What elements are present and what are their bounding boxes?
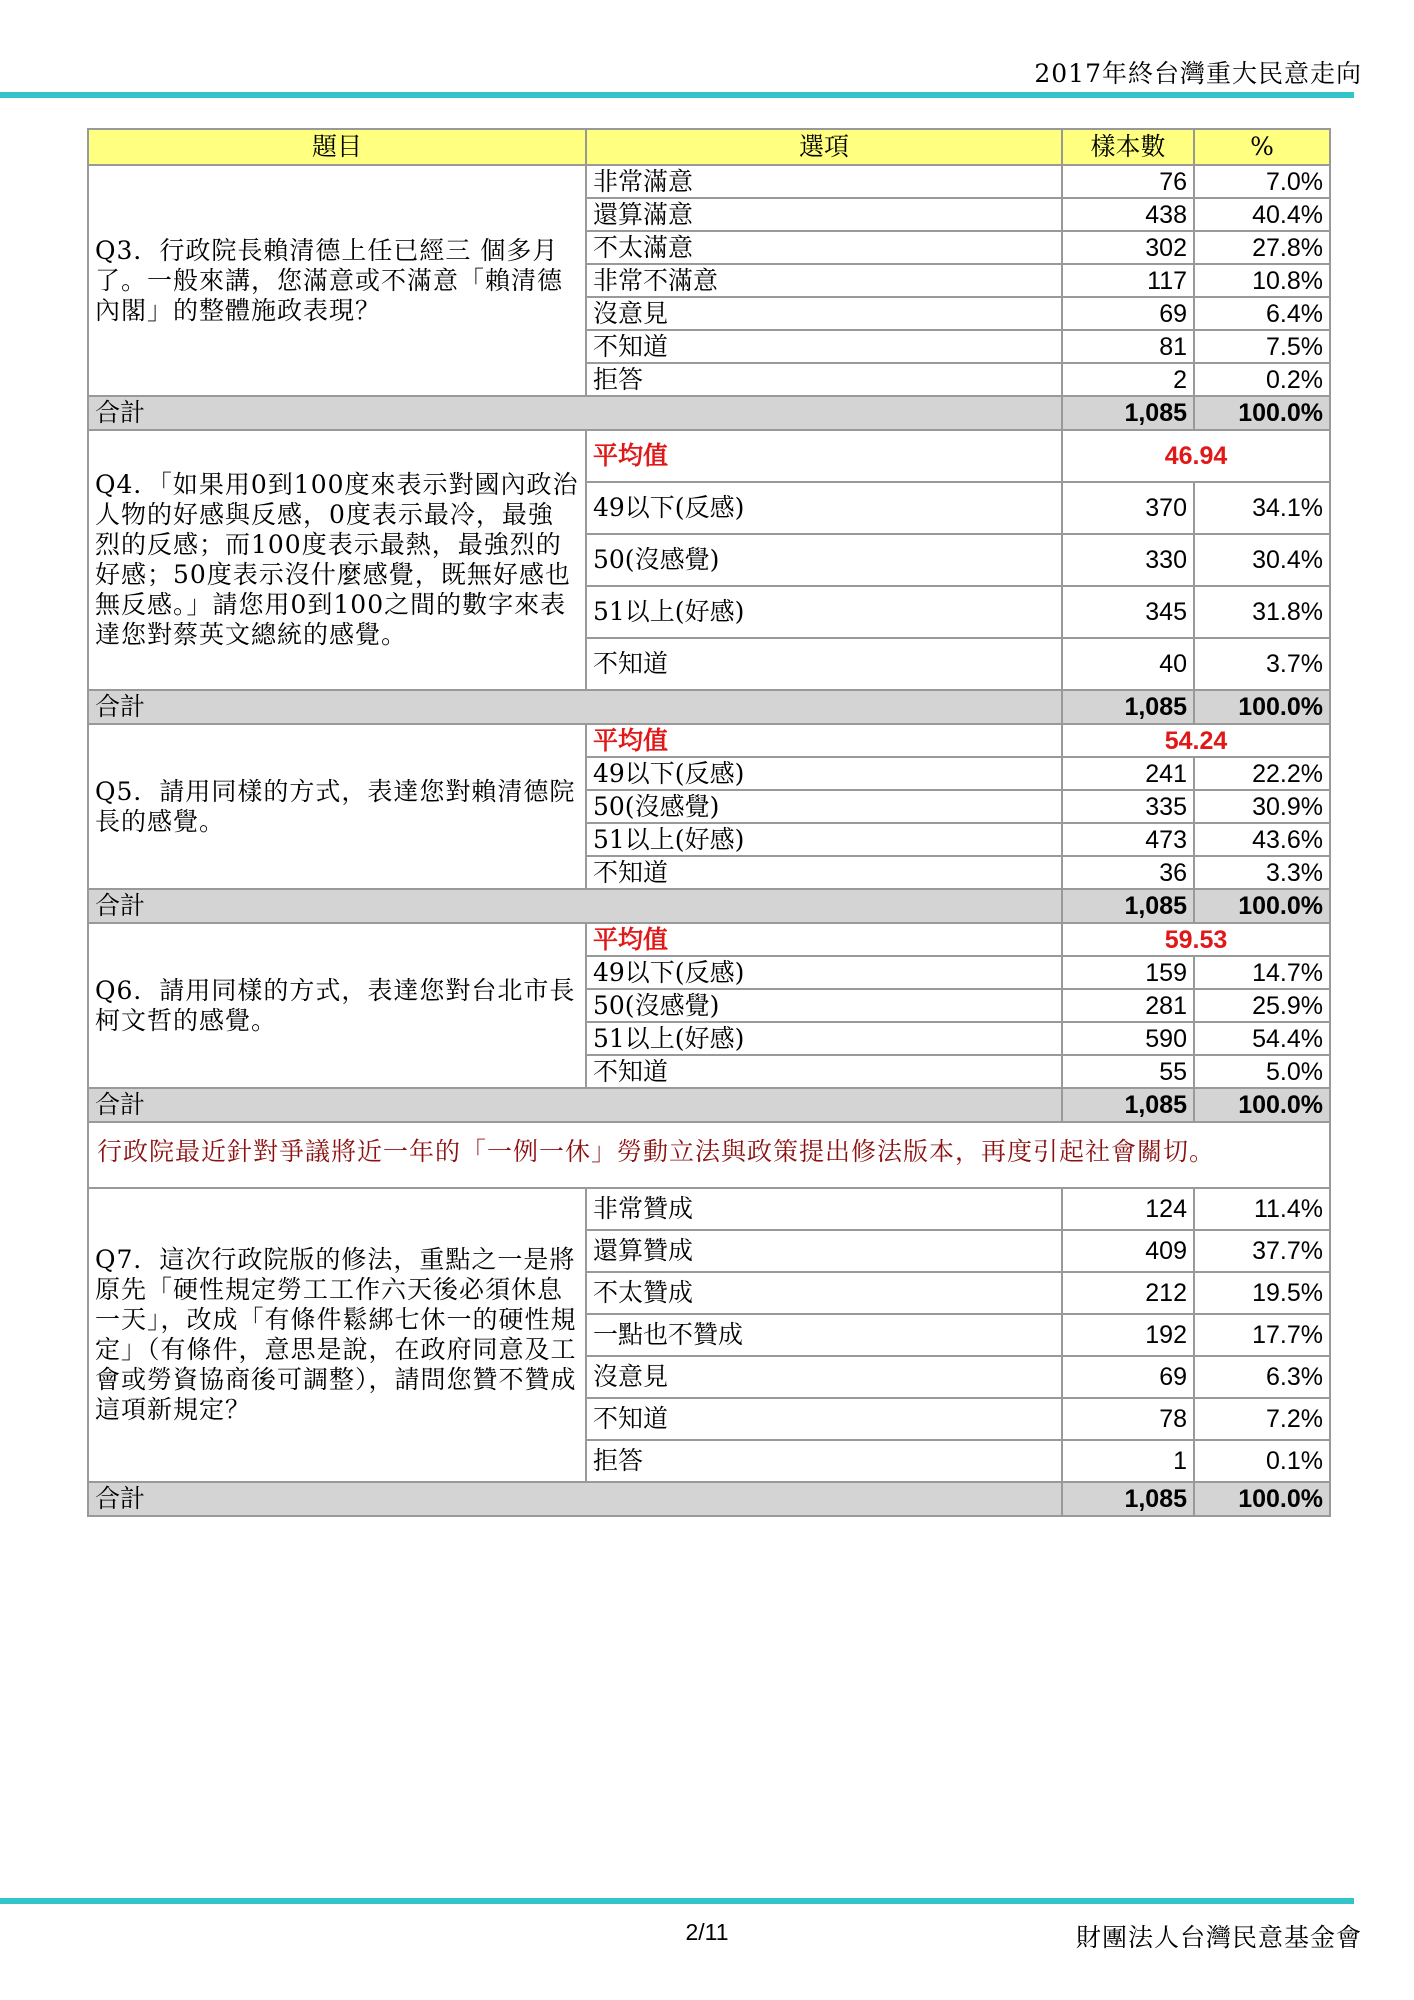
count-cell: 345 — [1062, 586, 1194, 638]
total-row — [88, 690, 1330, 724]
percent-cell: 0.2% — [1194, 363, 1330, 396]
percent-cell: 25.9% — [1194, 989, 1330, 1022]
total-label: 合計 — [88, 889, 1062, 923]
percent-cell: 31.8% — [1194, 586, 1330, 638]
option-cell: 不知道 — [586, 856, 1062, 889]
option-cell: 拒答 — [586, 363, 1062, 396]
header-rule — [0, 92, 1354, 98]
option-cell: 不太滿意 — [586, 231, 1062, 264]
total-count: 1,085 — [1062, 889, 1194, 923]
percent-cell: 37.7% — [1194, 1230, 1330, 1272]
count-cell: 2 — [1062, 363, 1194, 396]
header-question: 題目 — [88, 129, 586, 165]
count-cell: 69 — [1062, 1356, 1194, 1398]
count-cell: 241 — [1062, 757, 1194, 790]
percent-cell: 5.0% — [1194, 1055, 1330, 1088]
header-option: 選項 — [586, 129, 1062, 165]
option-cell: 51以上(好感) — [586, 1022, 1062, 1055]
total-row — [88, 1482, 1330, 1516]
percent-cell: 6.3% — [1194, 1356, 1330, 1398]
option-cell: 沒意見 — [586, 297, 1062, 330]
total-label: 合計 — [88, 690, 1062, 724]
option-cell: 不知道 — [586, 638, 1062, 690]
average-label: 平均值 — [586, 923, 1062, 956]
count-cell: 78 — [1062, 1398, 1194, 1440]
percent-cell: 3.7% — [1194, 638, 1330, 690]
percent-cell: 14.7% — [1194, 956, 1330, 989]
question-q7: Q7．這次行政院版的修法，重點之一是將原先「硬性規定勞工工作六天後必須休息一天」，改成「有條件鬆綁七休一的硬性規定」（有條件，意思是說，在政府同意及工會或勞資協商後可調整），請問您贊不贊成這項新規定？ — [88, 1188, 586, 1482]
question-q6: Q6．請用同樣的方式，表達您對台北市長柯文哲的感覺。 — [88, 923, 586, 1088]
percent-cell: 10.8% — [1194, 264, 1330, 297]
average-value: 59.53 — [1062, 923, 1330, 956]
percent-cell: 27.8% — [1194, 231, 1330, 264]
option-cell: 還算滿意 — [586, 198, 1062, 231]
average-value: 54.24 — [1062, 724, 1330, 757]
count-cell: 36 — [1062, 856, 1194, 889]
option-cell: 非常贊成 — [586, 1188, 1062, 1230]
total-count: 1,085 — [1062, 1088, 1194, 1122]
footer-rule — [0, 1898, 1354, 1904]
count-cell: 81 — [1062, 330, 1194, 363]
percent-cell: 22.2% — [1194, 757, 1330, 790]
percent-cell: 17.7% — [1194, 1314, 1330, 1356]
total-percent: 100.0% — [1194, 690, 1330, 724]
total-row — [88, 1088, 1330, 1122]
percent-cell: 7.5% — [1194, 330, 1330, 363]
count-cell: 370 — [1062, 482, 1194, 534]
total-label: 合計 — [88, 1482, 1062, 1516]
table-header-row — [88, 129, 1330, 165]
percent-cell: 30.9% — [1194, 790, 1330, 823]
count-cell: 117 — [1062, 264, 1194, 297]
percent-cell: 7.2% — [1194, 1398, 1330, 1440]
percent-cell: 3.3% — [1194, 856, 1330, 889]
option-cell: 50(沒感覺) — [586, 989, 1062, 1022]
count-cell: 281 — [1062, 989, 1194, 1022]
count-cell: 330 — [1062, 534, 1194, 586]
page-number: 2/11 — [685, 1919, 729, 1945]
option-cell: 不太贊成 — [586, 1272, 1062, 1314]
count-cell: 76 — [1062, 165, 1194, 198]
header-percent: % — [1194, 129, 1330, 165]
total-count: 1,085 — [1062, 690, 1194, 724]
option-cell: 不知道 — [586, 1398, 1062, 1440]
percent-cell: 30.4% — [1194, 534, 1330, 586]
option-cell: 一點也不贊成 — [586, 1314, 1062, 1356]
note-row — [88, 1122, 1330, 1188]
count-cell: 409 — [1062, 1230, 1194, 1272]
context-note: 行政院最近針對爭議將近一年的「一例一休」勞動立法與政策提出修法版本，再度引起社會關切。 — [88, 1122, 1330, 1188]
percent-cell: 34.1% — [1194, 482, 1330, 534]
count-cell: 55 — [1062, 1055, 1194, 1088]
percent-cell: 7.0% — [1194, 165, 1330, 198]
option-cell: 51以上(好感) — [586, 823, 1062, 856]
table-row — [88, 1188, 1330, 1230]
option-cell: 還算贊成 — [586, 1230, 1062, 1272]
document-header-title: 2017年終台灣重大民意走向 — [1034, 59, 1362, 88]
total-percent: 100.0% — [1194, 1482, 1330, 1516]
survey-results-table — [87, 128, 1331, 1517]
count-cell: 1 — [1062, 1440, 1194, 1482]
count-cell: 124 — [1062, 1188, 1194, 1230]
option-cell: 49以下(反感) — [586, 956, 1062, 989]
option-cell: 49以下(反感) — [586, 757, 1062, 790]
total-percent: 100.0% — [1194, 396, 1330, 430]
question-q3: Q3．行政院長賴清德上任已經三 個多月了。一般來講，您滿意或不滿意「賴清德內閣」的整體施政表現？ — [88, 165, 586, 396]
average-row — [88, 923, 1330, 956]
percent-cell: 6.4% — [1194, 297, 1330, 330]
total-count: 1,085 — [1062, 396, 1194, 430]
count-cell: 212 — [1062, 1272, 1194, 1314]
percent-cell: 40.4% — [1194, 198, 1330, 231]
count-cell: 40 — [1062, 638, 1194, 690]
option-cell: 不知道 — [586, 330, 1062, 363]
average-label: 平均值 — [586, 724, 1062, 757]
percent-cell: 11.4% — [1194, 1188, 1330, 1230]
total-label: 合計 — [88, 1088, 1062, 1122]
option-cell: 50(沒感覺) — [586, 534, 1062, 586]
count-cell: 159 — [1062, 956, 1194, 989]
option-cell: 沒意見 — [586, 1356, 1062, 1398]
organization-name: 財團法人台灣民意基金會 — [1075, 1923, 1362, 1952]
option-cell: 49以下(反感) — [586, 482, 1062, 534]
average-row — [88, 430, 1330, 482]
option-cell: 非常滿意 — [586, 165, 1062, 198]
count-cell: 69 — [1062, 297, 1194, 330]
percent-cell: 54.4% — [1194, 1022, 1330, 1055]
total-row — [88, 396, 1330, 430]
table-row — [88, 165, 1330, 198]
average-label: 平均值 — [586, 430, 1062, 482]
total-row — [88, 889, 1330, 923]
count-cell: 473 — [1062, 823, 1194, 856]
average-value: 46.94 — [1062, 430, 1330, 482]
header-sample-count: 樣本數 — [1062, 129, 1194, 165]
total-percent: 100.0% — [1194, 889, 1330, 923]
total-percent: 100.0% — [1194, 1088, 1330, 1122]
question-q5: Q5．請用同樣的方式，表達您對賴清德院長的感覺。 — [88, 724, 586, 889]
count-cell: 590 — [1062, 1022, 1194, 1055]
percent-cell: 0.1% — [1194, 1440, 1330, 1482]
option-cell: 拒答 — [586, 1440, 1062, 1482]
question-q4: Q4．「如果用0到100度來表示對國內政治人物的好感與反感，0度表示最冷，最強烈的反感；而100度表示最熱，最強烈的好感；50度表示沒什麼感覺，既無好感也無反感。」請您用0到100之間的數字來表達您對蔡英文總統的感覺。 — [88, 430, 586, 690]
count-cell: 438 — [1062, 198, 1194, 231]
total-count: 1,085 — [1062, 1482, 1194, 1516]
count-cell: 302 — [1062, 231, 1194, 264]
average-row — [88, 724, 1330, 757]
total-label: 合計 — [88, 396, 1062, 430]
option-cell: 不知道 — [586, 1055, 1062, 1088]
count-cell: 192 — [1062, 1314, 1194, 1356]
count-cell: 335 — [1062, 790, 1194, 823]
option-cell: 非常不滿意 — [586, 264, 1062, 297]
percent-cell: 19.5% — [1194, 1272, 1330, 1314]
option-cell: 51以上(好感) — [586, 586, 1062, 638]
option-cell: 50(沒感覺) — [586, 790, 1062, 823]
percent-cell: 43.6% — [1194, 823, 1330, 856]
